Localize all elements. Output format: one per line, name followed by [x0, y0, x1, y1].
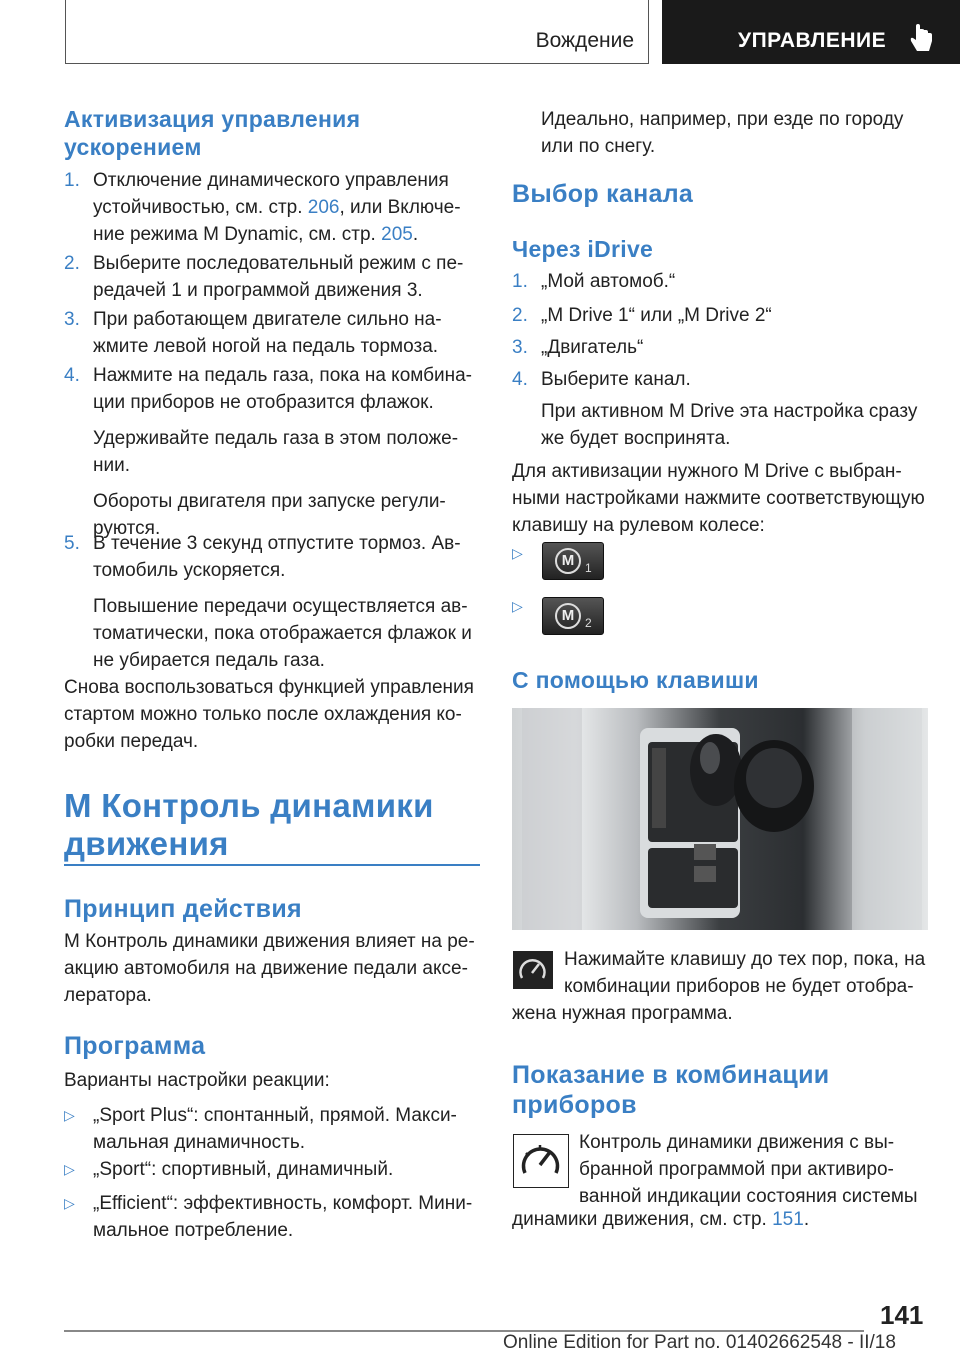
triangle-bullet-icon: ▷	[512, 598, 523, 614]
list-item-text: „Efficient“: эффективность, комфорт. Мини-	[93, 1193, 473, 1214]
list-item-text: мальное потребление.	[93, 1220, 294, 1241]
header-section-label: Вождение	[535, 29, 634, 52]
chapter-title-mdc-1: M Контроль динамики	[64, 787, 434, 824]
program-item-sport	[64, 1156, 480, 1183]
idrive-step-4	[512, 366, 928, 452]
display-paragraph-indented	[579, 1129, 918, 1210]
list-item-text: мальная динамичность.	[93, 1132, 306, 1153]
paragraph-line: комбинации приборов не будет отобра-	[564, 976, 914, 997]
step-text: жмите левой ногой на педаль тормоза.	[93, 336, 439, 357]
gauge-icon	[514, 952, 551, 987]
step-number: 3.	[64, 309, 80, 330]
hand-touch-icon	[909, 24, 935, 54]
paragraph-line: Для активизации нужного M Drive с выбран-	[512, 461, 902, 482]
display-paragraph-last	[512, 1206, 809, 1233]
ideal-paragraph	[541, 106, 903, 160]
paragraph-line: Идеально, например, при езде по городу	[541, 109, 904, 130]
step-text: Выберите последовательный режим с пе-	[93, 253, 464, 274]
step-text: ции приборов не отобразится флажок.	[93, 392, 434, 413]
key-paragraph-last: жена нужная программа.	[512, 1003, 733, 1024]
step-number: 1.	[512, 271, 528, 292]
page-link-205[interactable]: 205	[381, 224, 413, 245]
idrive-step-3	[512, 334, 928, 361]
paragraph-line: Снова воспользоваться функцией управления	[64, 677, 474, 698]
m-button-letter: M	[555, 548, 581, 574]
step-text: томатически, пока отображается флажок и	[93, 623, 472, 644]
step-text: , или Включе-	[339, 197, 461, 218]
step-text: не убирается педаль газа.	[93, 650, 325, 671]
step-text: „M Drive 1“ или „M Drive 2“	[541, 305, 772, 326]
chapter-title-mdc-2: движения	[64, 825, 229, 862]
m-button-icon	[542, 597, 604, 635]
step-text: нии.	[93, 455, 130, 476]
paragraph-line: робки передач.	[64, 731, 199, 752]
m-button-number: 1	[585, 561, 592, 575]
launch-step-2	[64, 250, 480, 304]
key-paragraph-indented	[564, 946, 925, 1000]
step-text: „Двигатель“	[541, 337, 644, 358]
section-title-channel: Выбор канала	[512, 180, 694, 208]
paragraph-line: лератора.	[64, 985, 152, 1006]
program-item-efficient	[64, 1190, 480, 1244]
paragraph-line: Нажимайте клавишу до тех пор, пока, на	[564, 949, 926, 970]
gauge-icon	[514, 1135, 567, 1186]
paragraph-text: динамики движения, см. стр.	[512, 1209, 773, 1230]
step-text: же будет воспринята.	[541, 428, 731, 449]
launch-step-4	[64, 362, 480, 542]
gauge-icon-box	[513, 1134, 569, 1188]
header-chapter-label: УПРАВЛЕНИЕ	[738, 29, 887, 52]
launch-step-3	[64, 306, 480, 360]
page-link-151[interactable]: 151	[772, 1209, 804, 1230]
step-text: При работающем двигателе сильно на-	[93, 309, 442, 330]
triangle-bullet-icon: ▷	[512, 545, 523, 561]
idrive-step-2	[512, 302, 928, 329]
section-title-key: С помощью клавиши	[512, 667, 759, 693]
paragraph-line: бранной программой при активиро-	[579, 1159, 894, 1180]
step-text: Удерживайте педаль газа в этом положе-	[93, 428, 459, 449]
section-title-program: Программа	[64, 1032, 206, 1060]
section-title-launch-control-1: Активизация управления	[64, 106, 361, 132]
step-number: 3.	[512, 337, 528, 358]
page-number: 141	[880, 1300, 924, 1330]
header-chapter-tab	[662, 0, 960, 64]
launch-step-1	[64, 167, 480, 248]
step-text: устойчивостью, см. стр.	[93, 197, 308, 218]
launch-step-5	[64, 530, 480, 674]
step-text: Выберите канал.	[541, 369, 691, 390]
program-intro: Варианты настройки реакции:	[64, 1070, 330, 1091]
paragraph-line: ными настройками нажмите соответствующую	[512, 488, 925, 509]
paragraph-text: .	[803, 1209, 810, 1230]
step-text: В течение 3 секунд отпустите тормоз. Ав-	[93, 533, 461, 554]
step-text: ние режима M Dynamic, см. стр.	[93, 224, 382, 245]
activate-paragraph	[512, 458, 932, 539]
step-text: редачей 1 и программой движения 3.	[93, 280, 423, 301]
paragraph-line: клавишу на рулевом колесе:	[512, 515, 765, 536]
step-text: руются.	[93, 518, 161, 539]
chapter-divider	[64, 864, 480, 866]
paragraph-line: Контроль динамики движения с вы-	[579, 1132, 895, 1153]
triangle-bullet-icon: ▷	[64, 1161, 75, 1177]
m-button-letter: M	[555, 603, 581, 629]
paragraph-line: акцию автомобиля на движение педали аксе-	[64, 958, 468, 979]
subsection-title-idrive: Через iDrive	[512, 236, 654, 262]
triangle-bullet-icon: ▷	[64, 1107, 75, 1123]
step-number: 4.	[64, 365, 80, 386]
step-number: 4.	[512, 369, 528, 390]
paragraph-line: или по снегу.	[541, 136, 656, 157]
header-section-tab	[65, 0, 649, 64]
step-number: 1.	[64, 170, 80, 191]
step-text: Отключение динамического управления	[93, 170, 449, 191]
step-text: Нажмите на педаль газа, пока на комбина-	[93, 365, 472, 386]
section-title-display-2: приборов	[512, 1091, 637, 1119]
step-number: 2.	[512, 305, 528, 326]
step-number: 2.	[64, 253, 80, 274]
step-text: Обороты двигателя при запуске регули-	[93, 491, 446, 512]
center-console-photo	[512, 708, 928, 930]
list-item-text: „Sport“: спортивный, динамичный.	[93, 1159, 394, 1180]
triangle-bullet-icon: ▷	[64, 1195, 75, 1211]
step-text: Повышение передачи осуществляется ав-	[93, 596, 468, 617]
step-number: 5.	[64, 533, 80, 554]
list-item-text: „Sport Plus“: спонтанный, прямой. Макси-	[93, 1105, 457, 1126]
mdc-button-icon-small	[513, 951, 553, 989]
step-text: томобиль ускоряется.	[93, 560, 286, 581]
step-text: „Мой автомоб.“	[541, 271, 676, 292]
paragraph-line: стартом можно только после охлаждения ко-	[64, 704, 462, 725]
principle-paragraph	[64, 928, 484, 1009]
paragraph-line: ванной индикации состояния системы	[579, 1186, 918, 1207]
m-button-number: 2	[585, 616, 592, 630]
program-item-sport-plus	[64, 1102, 480, 1156]
idrive-step-1	[512, 268, 928, 295]
section-title-launch-control-2: ускорением	[64, 134, 202, 160]
step-text: .	[412, 224, 419, 245]
section-title-display-1: Показание в комбинации	[512, 1061, 830, 1089]
m-button-icon	[542, 542, 604, 580]
paragraph-line: M Контроль динамики движения влияет на ре-	[64, 931, 475, 952]
footer-edition: Online Edition for Part no. 01402662548 - II/18	[503, 1332, 896, 1353]
launch-again-paragraph	[64, 674, 484, 755]
page-link-206[interactable]: 206	[307, 197, 340, 218]
section-title-principle: Принцип действия	[64, 895, 302, 923]
step-text: При активном M Drive эта настройка сразу	[541, 401, 918, 422]
